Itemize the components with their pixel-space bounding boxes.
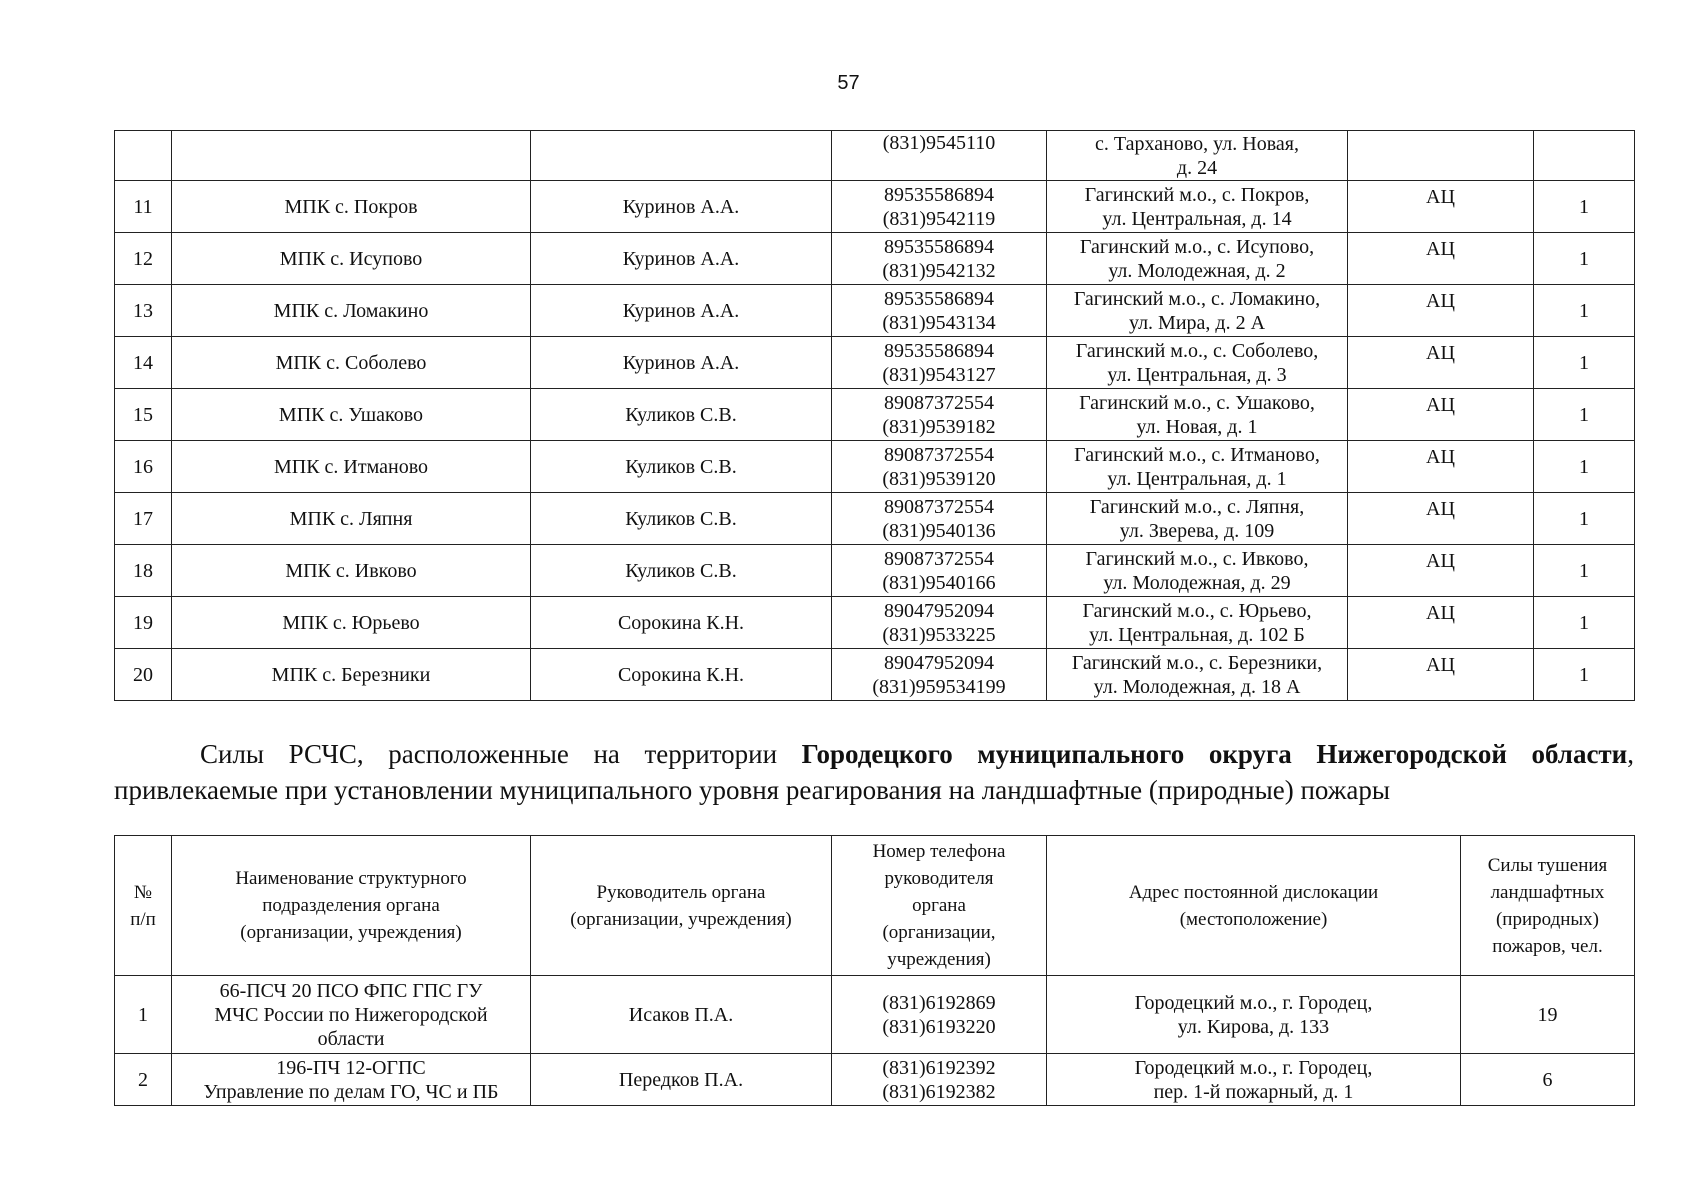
address-cell: Гагинский м.о., с. Березники, ул. Молодежная, д. 18 А [1047,649,1348,701]
equipment-type: АЦ [1348,597,1534,649]
address-cell: Гагинский м.о., с. Ушаково, ул. Новая, д. 1 [1047,389,1348,441]
table-row [115,649,1635,701]
phone-cell: 89087372554 (831)9539120 [832,441,1047,493]
table-row [115,441,1635,493]
row-number: 2 [115,1054,172,1106]
address-cell: Гагинский м.о., с. Покров, ул. Центральная, д. 14 [1047,181,1348,233]
address-cell: Гагинский м.о., с. Юрьево, ул. Центральная, д. 102 Б [1047,597,1348,649]
section-heading [114,736,1634,808]
head-name: Куринов А.А. [531,233,832,285]
address-cell: Гагинский м.о., с. Ляпня, ул. Зверева, д. 109 [1047,493,1348,545]
address-cell: Гагинский м.о., с. Итманово, ул. Центральная, д. 1 [1047,441,1348,493]
row-number: 13 [115,285,172,337]
table-row [115,1054,1635,1106]
table-row [115,493,1635,545]
head-name: Сорокина К.Н. [531,597,832,649]
header-head: Руководитель органа (организации, учреждения) [531,836,832,976]
phone-cell: 89087372554 (831)9539182 [832,389,1047,441]
row-number: 20 [115,649,172,701]
address-line: с. Тарханово, ул. Новая, [1095,132,1299,155]
table-row [115,976,1635,1054]
page-number: 57 [837,72,860,94]
unit-name: МПК с. Соболево [172,337,531,389]
row-number: 1 [115,976,172,1054]
address-line: д. 24 [1176,156,1218,179]
head-name: Куликов С.В. [531,441,832,493]
address-cell: Городецкий м.о., г. Городец, пер. 1-й пожарный, д. 1 [1047,1054,1461,1106]
equipment-type: АЦ [1348,233,1534,285]
unit-name: МПК с. Покров [172,181,531,233]
address-cell: Гагинский м.о., с. Соболево, ул. Центральная, д. 3 [1047,337,1348,389]
unit-name: МПК с. Ляпня [172,493,531,545]
quantity: 1 [1534,389,1635,441]
equipment-type: АЦ [1348,649,1534,701]
row-number: 12 [115,233,172,285]
phone-cell: 89535586894 (831)9543134 [832,285,1047,337]
equipment-type: АЦ [1348,181,1534,233]
header-forces: Силы тушения ландшафтных (природных) пожаров, чел. [1461,836,1635,976]
quantity: 1 [1534,441,1635,493]
phone-cell: 89535586894 (831)9542119 [832,181,1047,233]
row-number: 16 [115,441,172,493]
unit-name: МПК с. Ломакино [172,285,531,337]
equipment-type: АЦ [1348,493,1534,545]
table-row [115,337,1635,389]
phone-cell: 89535586894 (831)9543127 [832,337,1047,389]
quantity: 1 [1534,597,1635,649]
equipment-type: АЦ [1348,337,1534,389]
phone-cell: 89047952094 (831)959534199 [832,649,1047,701]
heading-text: , [1627,739,1634,769]
table-row [115,597,1635,649]
table-header-row [115,836,1635,976]
head-name: Исаков П.А. [531,976,832,1054]
head-name: Куликов С.В. [531,545,832,597]
phone-cell: 89535586894 (831)9542132 [832,233,1047,285]
quantity: 1 [1534,649,1635,701]
phone-cell: 89087372554 (831)9540166 [832,545,1047,597]
header-address: Адрес постоянной дислокации (местоположение) [1047,836,1461,976]
address-cell: Гагинский м.о., с. Ивково, ул. Молодежная, д. 29 [1047,545,1348,597]
table-row [115,131,1635,181]
forces-table-continued [114,130,1635,701]
unit-name: МПК с. Березники [172,649,531,701]
address-cell: Гагинский м.о., с. Исупово, ул. Молодежная, д. 2 [1047,233,1348,285]
row-number: 11 [115,181,172,233]
unit-name: МПК с. Ивково [172,545,531,597]
quantity: 1 [1534,545,1635,597]
quantity: 1 [1534,337,1635,389]
head-name: Куринов А.А. [531,337,832,389]
table-row [115,233,1635,285]
unit-name: МПК с. Итманово [172,441,531,493]
phone-cell: 89087372554 (831)9540136 [832,493,1047,545]
table-row [115,285,1635,337]
quantity: 1 [1534,181,1635,233]
head-name: Куринов А.А. [531,285,832,337]
phone-cell: (831)9545110 [882,132,996,154]
head-name: Куликов С.В. [531,493,832,545]
heading-line2: привлекаемые при установлении муниципального уровня реагирования на ландшафтные (природные) пожары [114,775,1391,805]
unit-name: МПК с. Исупово [172,233,531,285]
phone-cell: 89047952094 (831)9533225 [832,597,1047,649]
equipment-type: АЦ [1348,441,1534,493]
equipment-type: АЦ [1348,285,1534,337]
forces-count: 19 [1461,976,1635,1054]
table-row [115,545,1635,597]
header-phone: Номер телефона руководителя органа (организации, учреждения) [832,836,1047,976]
equipment-type: АЦ [1348,389,1534,441]
unit-name: МПК с. Ушаково [172,389,531,441]
row-number: 17 [115,493,172,545]
row-number: 15 [115,389,172,441]
heading-bold-text: Городецкого муниципального округа Нижегородской области [801,739,1628,769]
forces-count: 6 [1461,1054,1635,1106]
unit-name: 66-ПСЧ 20 ПСО ФПС ГПС ГУ МЧС России по Нижегородской области [172,976,531,1054]
gorodets-forces-table [114,835,1635,1106]
unit-name: 196-ПЧ 12-ОГПС Управление по делам ГО, ЧС и ПБ [172,1054,531,1106]
equipment-type: АЦ [1348,545,1534,597]
phone-cell: (831)6192392 (831)6192382 [832,1054,1047,1106]
quantity: 1 [1534,493,1635,545]
address-cell: Городецкий м.о., г. Городец, ул. Кирова, д. 133 [1047,976,1461,1054]
row-number: 14 [115,337,172,389]
address-cell: Гагинский м.о., с. Ломакино, ул. Мира, д. 2 А [1047,285,1348,337]
table-row [115,181,1635,233]
table-row [115,389,1635,441]
quantity: 1 [1534,233,1635,285]
quantity: 1 [1534,285,1635,337]
head-name: Сорокина К.Н. [531,649,832,701]
unit-name: МПК с. Юрьево [172,597,531,649]
row-number: 19 [115,597,172,649]
head-name: Куликов С.В. [531,389,832,441]
header-num: № п/п [115,836,172,976]
row-number: 18 [115,545,172,597]
header-name: Наименование структурного подразделения органа (организации, учреждения) [172,836,531,976]
phone-cell: (831)6192869 (831)6193220 [832,976,1047,1054]
head-name: Куринов А.А. [531,181,832,233]
heading-text: Силы РСЧС, расположенные на территории [200,739,802,769]
head-name: Передков П.А. [531,1054,832,1106]
